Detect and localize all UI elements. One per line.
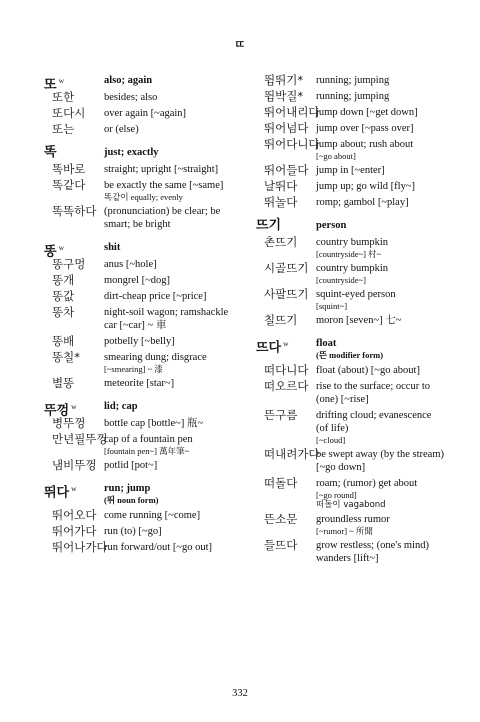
- definition-text: besides; also: [104, 92, 158, 103]
- korean-word-text: 똥칠*: [52, 350, 80, 364]
- definition-text: running; jumping: [316, 75, 390, 86]
- headword-entry: [44, 400, 240, 419]
- korean-word-text: 뜬소문: [264, 512, 298, 526]
- korean-word: [52, 179, 85, 192]
- definition-text: country bumpkin: [316, 263, 389, 274]
- definition-text: be swept away (by the stream) [~go down]: [316, 449, 444, 473]
- subentry: [256, 448, 446, 474]
- headword-entry: [256, 219, 446, 232]
- korean-word: [256, 219, 281, 232]
- word-marker: w: [71, 402, 77, 411]
- subentry: [256, 138, 446, 161]
- korean-word-text: 날뛰다: [264, 179, 298, 193]
- korean-word-text: 똥배: [52, 334, 75, 348]
- korean-word: [52, 107, 85, 120]
- subentry: [256, 409, 446, 445]
- definition-text: night-soil wagon; ramshackle car [~car] ~ 車: [104, 307, 229, 331]
- korean-word: [52, 377, 74, 390]
- korean-word: [264, 364, 308, 377]
- korean-word-text: 뜀뛰기*: [264, 73, 304, 87]
- definition-note: 똑같이 equally; evenly: [104, 192, 183, 202]
- subentry: [256, 288, 446, 311]
- subentry: [44, 91, 240, 104]
- definition-text: (pronunciation) be clear; be smart; be bright: [104, 206, 221, 230]
- subentry: [44, 377, 240, 390]
- word-marker: w: [283, 339, 289, 348]
- korean-word: [264, 180, 297, 193]
- subentry: [44, 258, 240, 271]
- korean-word-text: 떠돌다: [264, 476, 298, 490]
- korean-word: [44, 400, 77, 417]
- korean-word: [264, 409, 297, 422]
- definition-text: moron [seven~] 七~: [316, 315, 402, 326]
- korean-word-text: 별똥: [52, 376, 75, 390]
- subentry: [44, 541, 240, 554]
- korean-word-text: 또: [44, 77, 57, 93]
- korean-word: [52, 351, 80, 364]
- korean-word-text: 뛰어나가다: [52, 540, 108, 554]
- subentry: [44, 205, 240, 231]
- korean-word-text: 뛰어넘다: [264, 121, 309, 135]
- subentry: [44, 290, 240, 303]
- page-header: ㄸ: [234, 39, 246, 51]
- korean-word-text: 뜬구름: [264, 408, 298, 422]
- definition-text: run (to) [~go]: [104, 526, 162, 537]
- definition-text: float (about) [~go about]: [316, 365, 420, 376]
- korean-word-text: 똥값: [52, 289, 75, 303]
- korean-word-text: 또는: [52, 122, 75, 136]
- right-column: [256, 74, 446, 568]
- korean-word-text: 떠오르다: [264, 379, 309, 393]
- korean-word-text: 뛰어다니다: [264, 137, 320, 151]
- definition-text: rise to the surface; occur to (one) [~rise]: [316, 381, 430, 405]
- headword-entry: [44, 482, 240, 505]
- definition-text: bottle cap [bottle~] 瓶~: [104, 418, 204, 429]
- korean-word: [52, 123, 74, 136]
- korean-word-text: 뜨다: [256, 340, 282, 356]
- definition-text: romp; gambol [~play]: [316, 197, 409, 208]
- korean-word-text: 또한: [52, 90, 75, 104]
- definition-note: [squint~]: [316, 301, 348, 311]
- subentry: [256, 74, 446, 87]
- korean-word-text: 똑: [44, 145, 57, 160]
- korean-word: [264, 539, 297, 552]
- korean-word: [264, 288, 308, 301]
- definition-text: running; jumping: [316, 91, 390, 102]
- korean-word: [52, 91, 74, 104]
- subentry: [256, 364, 446, 377]
- definition-text: straight; upright [~straight]: [104, 164, 219, 175]
- definition-note: 떠돌이 vagabond: [316, 500, 386, 510]
- korean-word: [264, 513, 297, 526]
- korean-word: [264, 477, 297, 490]
- definition-note: [~go round]: [316, 490, 357, 500]
- korean-word-text: 뜀박질*: [264, 89, 304, 103]
- definition-text: mongrel [~dog]: [104, 275, 171, 286]
- definition: [44, 74, 240, 87]
- korean-word: [264, 448, 320, 461]
- definition-text: lid; cap: [104, 401, 138, 412]
- subentry: [44, 274, 240, 287]
- korean-word: [264, 314, 297, 327]
- korean-word-text: 사팔뜨기: [264, 287, 309, 301]
- definition-note: (뛰 noun form): [104, 495, 159, 505]
- definition-text: jump down [~get down]: [316, 107, 418, 118]
- definition-text: come running [~come]: [104, 510, 201, 521]
- korean-word-text: 촌뜨기: [264, 235, 298, 249]
- subentry: [256, 106, 446, 119]
- korean-word: [264, 236, 297, 249]
- definition: [44, 241, 240, 254]
- subentry: [44, 417, 240, 430]
- definition-note: [~rumor] ~ 所聞: [316, 526, 373, 536]
- subentry: [44, 123, 240, 136]
- korean-word-text: 떠내려가다: [264, 447, 320, 461]
- definition-text: country bumpkin: [316, 237, 389, 248]
- korean-word: [52, 274, 74, 287]
- subentry: [44, 459, 240, 472]
- korean-word: [52, 335, 74, 348]
- korean-word: [44, 146, 57, 159]
- korean-word-text: 떠다니다: [264, 363, 309, 377]
- word-marker: w: [58, 243, 64, 252]
- subentry: [256, 236, 446, 259]
- subentry: [44, 306, 240, 332]
- headword-entry: [44, 241, 240, 260]
- definition-text: grow restless; (one's mind) wanders [lift~]: [316, 540, 429, 564]
- korean-word: [52, 417, 85, 430]
- korean-word-text: 똑같다: [52, 178, 86, 192]
- korean-word-text: 뛰어오다: [52, 508, 97, 522]
- subentry: [256, 164, 446, 177]
- subentry: [256, 122, 446, 135]
- subentry: [44, 525, 240, 538]
- definition: [256, 219, 446, 232]
- definition-note: (뜬 modifier form): [316, 350, 384, 360]
- korean-word-text: 뛰어내리다: [264, 105, 320, 119]
- subentry: [44, 509, 240, 522]
- definition-text: jump over [~pass over]: [316, 123, 414, 134]
- korean-word: [264, 164, 308, 177]
- definition-text: be exactly the same [~same]: [104, 180, 224, 191]
- korean-word: [264, 262, 308, 275]
- subentry: [256, 196, 446, 209]
- definition-text: roam; (rumor) get about: [316, 478, 418, 489]
- subentry: [256, 380, 446, 406]
- definition-text: just; exactly: [104, 147, 159, 158]
- definition-text: cap of a fountain pen: [104, 434, 193, 445]
- korean-word-text: 만년필뚜껑: [52, 432, 108, 446]
- korean-word-text: 뛰다: [44, 485, 70, 501]
- korean-word: [264, 122, 308, 135]
- korean-word: [264, 106, 320, 119]
- korean-word-text: 뛰놀다: [264, 195, 298, 209]
- subentry: [44, 335, 240, 348]
- definition-text: potlid [pot~]: [104, 460, 158, 471]
- definition-text: squint-eyed person: [316, 289, 396, 300]
- definition-note: [countryside~] 村~: [316, 249, 382, 259]
- subentry: [256, 477, 446, 510]
- korean-word: [264, 380, 308, 393]
- korean-word-text: 들뜨다: [264, 538, 298, 552]
- korean-word-text: 냄비뚜껑: [52, 458, 97, 472]
- korean-word: [52, 509, 96, 522]
- subentry: [44, 179, 240, 202]
- definition-note: [~cloud]: [316, 435, 346, 445]
- korean-word-text: 똑똑하다: [52, 204, 97, 218]
- subentry: [256, 513, 446, 536]
- korean-word: [44, 241, 64, 258]
- page-number: 332: [232, 688, 248, 699]
- korean-word: [52, 306, 74, 319]
- korean-word-text: 똥구멍: [52, 257, 86, 271]
- korean-word: [52, 525, 96, 538]
- korean-word: [44, 74, 64, 91]
- definition-text: potbelly [~belly]: [104, 336, 175, 347]
- korean-word: [52, 433, 108, 446]
- korean-word-text: 뚜껑: [44, 403, 70, 419]
- left-column: [44, 74, 240, 557]
- definition-text: person: [316, 220, 347, 231]
- subentry: [256, 180, 446, 193]
- korean-word: [52, 290, 74, 303]
- definition-note: [~smearing] ~ 漆: [104, 364, 163, 374]
- korean-word: [52, 163, 85, 176]
- definition-note: [fountain pen~] 萬年筆~: [104, 446, 190, 456]
- korean-word-text: 똥: [44, 244, 57, 260]
- korean-word-text: 또다시: [52, 106, 86, 120]
- definition-text: run; jump: [104, 483, 151, 494]
- definition-text: over again [~again]: [104, 108, 187, 119]
- definition-text: jump about; rush about: [316, 139, 414, 150]
- definition-text: jump up; go wild [fly~]: [316, 181, 416, 192]
- definition-text: float: [316, 338, 337, 349]
- headword-entry: [256, 337, 446, 360]
- korean-word-text: 똥개: [52, 273, 75, 287]
- subentry: [44, 107, 240, 120]
- korean-word: [264, 74, 303, 87]
- headword-entry: [44, 146, 240, 159]
- korean-word: [52, 205, 96, 218]
- definition-text: anus [~hole]: [104, 259, 157, 270]
- definition-text: also; again: [104, 75, 153, 86]
- definition-text: run forward/out [~go out]: [104, 542, 213, 553]
- subentry: [256, 262, 446, 285]
- definition-note: [countryside~]: [316, 275, 366, 285]
- korean-word: [52, 459, 96, 472]
- korean-word: [264, 90, 303, 103]
- definition-text: smearing dung; disgrace: [104, 352, 207, 363]
- korean-word-text: 시골뜨기: [264, 261, 309, 275]
- subentry: [44, 351, 240, 374]
- definition-text: dirt-cheap price [~price]: [104, 291, 207, 302]
- word-marker: w: [71, 484, 77, 493]
- subentry: [256, 314, 446, 327]
- korean-word-text: 똑바로: [52, 162, 86, 176]
- korean-word-text: 병뚜껑: [52, 416, 86, 430]
- korean-word-text: 뛰어가다: [52, 524, 97, 538]
- definition-text: meteorite [star~]: [104, 378, 175, 389]
- korean-word-text: 칠뜨기: [264, 313, 298, 327]
- korean-word-text: 뛰어들다: [264, 163, 309, 177]
- definition-text: groundless rumor: [316, 514, 390, 525]
- subentry: [256, 539, 446, 565]
- korean-word: [52, 541, 108, 554]
- definition: [44, 146, 240, 159]
- definition-note: [~go about]: [316, 151, 356, 161]
- definition-text: drifting cloud; evanescence (of life): [316, 410, 432, 434]
- korean-word: [52, 258, 85, 271]
- korean-word: [264, 138, 320, 151]
- korean-word-text: 뜨기: [256, 218, 282, 233]
- headword-entry: [44, 74, 240, 93]
- subentry: [44, 163, 240, 176]
- korean-word: [264, 196, 297, 209]
- subentry: [44, 433, 240, 456]
- definition-text: shit: [104, 242, 121, 253]
- korean-word: [256, 337, 289, 354]
- korean-word: [44, 482, 77, 499]
- definition-text: or (else): [104, 124, 139, 135]
- subentry: [256, 90, 446, 103]
- word-marker: w: [58, 76, 64, 85]
- korean-word-text: 똥차: [52, 305, 75, 319]
- definition-text: jump in [~enter]: [316, 165, 385, 176]
